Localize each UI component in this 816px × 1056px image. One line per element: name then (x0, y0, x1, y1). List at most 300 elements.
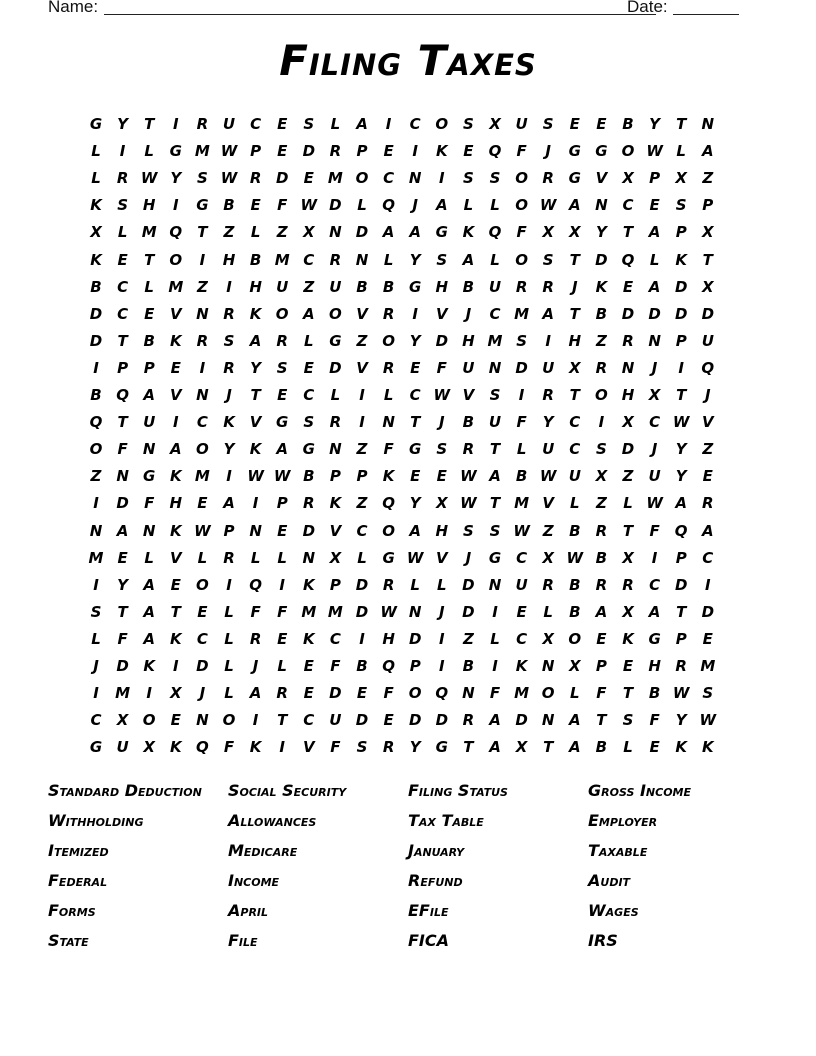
grid-letter[interactable]: A (568, 738, 581, 757)
grid-letter[interactable]: L (250, 223, 261, 242)
grid-letter[interactable]: M (115, 684, 131, 703)
grid-letter[interactable]: T (596, 711, 607, 730)
grid-letter[interactable]: F (516, 413, 527, 432)
grid-letter[interactable]: D (116, 494, 129, 513)
grid-letter[interactable]: V (356, 304, 368, 323)
grid-letter[interactable]: Z (276, 223, 288, 242)
grid-letter[interactable]: X (569, 223, 581, 242)
grid-letter[interactable]: P (675, 331, 687, 350)
grid-letter[interactable]: A (568, 711, 581, 730)
grid-letter[interactable]: N (408, 169, 422, 188)
grid-letter[interactable]: H (382, 629, 395, 648)
grid-letter[interactable]: L (250, 548, 261, 567)
grid-letter[interactable]: N (648, 331, 661, 350)
grid-letter[interactable]: P (329, 575, 341, 594)
grid-letter[interactable]: G (196, 196, 209, 215)
grid-letter[interactable]: L (117, 223, 128, 242)
grid-letter[interactable]: P (143, 358, 155, 377)
grid-letter[interactable]: N (329, 223, 342, 242)
grid-letter[interactable]: T (569, 304, 580, 323)
grid-letter[interactable]: L (224, 602, 234, 621)
grid-letter[interactable]: A (489, 738, 501, 757)
grid-letter[interactable]: C (303, 250, 315, 269)
grid-letter[interactable]: P (702, 196, 714, 215)
grid-letter[interactable]: G (302, 440, 315, 459)
grid-letter[interactable]: D (674, 575, 688, 594)
grid-letter[interactable]: A (568, 196, 581, 215)
grid-letter[interactable]: S (436, 440, 448, 459)
grid-letter[interactable]: R (116, 169, 129, 188)
grid-letter[interactable]: I (93, 358, 99, 377)
grid-letter[interactable]: E (250, 196, 261, 215)
grid-letter[interactable]: N (302, 548, 316, 567)
grid-letter[interactable]: T (569, 250, 580, 269)
grid-letter[interactable]: N (462, 684, 475, 703)
grid-letter[interactable]: J (412, 196, 418, 215)
grid-letter[interactable]: R (542, 169, 554, 188)
grid-letter[interactable]: Z (356, 494, 368, 513)
grid-letter[interactable]: R (382, 738, 395, 757)
grid-letter[interactable]: Z (356, 440, 368, 459)
grid-letter[interactable]: X (622, 169, 634, 188)
grid-letter[interactable]: R (515, 277, 528, 296)
grid-letter[interactable]: N (355, 250, 369, 269)
grid-letter[interactable]: T (463, 738, 474, 757)
grid-letter[interactable]: K (595, 277, 608, 296)
grid-letter[interactable]: E (649, 196, 660, 215)
grid-letter[interactable]: K (90, 250, 102, 269)
grid-letter[interactable]: W (646, 142, 663, 161)
grid-letter[interactable]: E (463, 142, 474, 161)
grid-letter[interactable]: V (542, 494, 554, 513)
grid-letter[interactable]: J (226, 386, 232, 404)
grid-letter[interactable]: I (173, 657, 179, 675)
grid-letter[interactable]: B (595, 304, 608, 323)
grid-letter[interactable]: V (701, 413, 714, 432)
grid-letter[interactable]: E (144, 304, 155, 323)
grid-letter[interactable]: F (330, 657, 341, 675)
grid-letter[interactable]: B (249, 250, 262, 269)
grid-letter[interactable]: D (621, 304, 635, 323)
grid-letter[interactable]: Z (462, 629, 474, 648)
grid-letter[interactable]: Z (223, 223, 235, 242)
grid-letter[interactable]: R (382, 358, 395, 377)
grid-letter[interactable]: C (90, 711, 102, 730)
grid-letter[interactable]: T (250, 386, 261, 404)
grid-letter[interactable]: T (410, 413, 421, 432)
grid-letter[interactable]: N (89, 521, 103, 540)
grid-letter[interactable]: D (329, 196, 342, 215)
grid-letter[interactable]: E (596, 629, 607, 648)
grid-letter[interactable]: C (303, 711, 315, 730)
grid-letter[interactable]: Z (595, 494, 607, 513)
grid-letter[interactable]: P (675, 548, 687, 567)
grid-letter[interactable]: W (699, 711, 717, 730)
grid-letter[interactable]: D (621, 440, 635, 459)
grid-letter[interactable]: I (492, 602, 498, 621)
grid-letter[interactable]: A (143, 602, 155, 621)
grid-letter[interactable]: Z (90, 467, 102, 486)
grid-letter[interactable]: K (462, 223, 475, 242)
grid-letter[interactable]: I (545, 331, 551, 350)
grid-letter[interactable]: Q (382, 657, 395, 675)
grid-letter[interactable]: O (382, 521, 395, 540)
grid-letter[interactable]: X (542, 629, 554, 648)
grid-letter[interactable]: P (250, 142, 262, 161)
grid-letter[interactable]: V (169, 386, 182, 404)
grid-letter[interactable]: W (247, 467, 264, 486)
grid-letter[interactable]: J (199, 684, 206, 703)
grid-letter[interactable]: X (489, 115, 501, 133)
grid-letter[interactable]: L (224, 629, 234, 648)
grid-letter[interactable]: M (700, 657, 716, 675)
grid-letter[interactable]: U (329, 277, 342, 296)
grid-letter[interactable]: T (622, 684, 634, 703)
grid-letter[interactable]: B (90, 277, 102, 296)
grid-letter[interactable]: O (408, 684, 422, 703)
grid-letter[interactable]: B (648, 684, 661, 703)
grid-letter[interactable]: R (329, 413, 342, 432)
grid-letter[interactable]: X (90, 223, 102, 242)
grid-letter[interactable]: E (702, 467, 713, 486)
grid-letter[interactable]: W (646, 494, 663, 513)
grid-letter[interactable]: Q (382, 196, 395, 215)
grid-letter[interactable]: B (622, 115, 634, 133)
grid-letter[interactable]: H (621, 386, 635, 404)
grid-letter[interactable]: N (249, 521, 262, 540)
grid-letter[interactable]: H (462, 331, 475, 350)
grid-letter[interactable]: B (382, 277, 395, 296)
grid-letter[interactable]: Q (89, 413, 103, 432)
grid-letter[interactable]: I (359, 386, 365, 404)
grid-letter[interactable]: I (279, 738, 285, 757)
grid-letter[interactable]: N (488, 575, 502, 594)
grid-letter[interactable]: F (277, 196, 288, 215)
grid-letter[interactable]: L (357, 196, 367, 215)
grid-letter[interactable]: L (623, 738, 633, 757)
grid-letter[interactable]: G (89, 738, 103, 757)
grid-letter[interactable]: E (649, 738, 660, 757)
grid-letter[interactable]: I (146, 684, 152, 703)
grid-letter[interactable]: L (224, 684, 234, 703)
grid-letter[interactable]: M (327, 169, 343, 188)
grid-letter[interactable]: S (303, 115, 315, 133)
grid-letter[interactable]: M (514, 684, 530, 703)
grid-letter[interactable]: K (249, 304, 262, 323)
grid-letter[interactable]: E (277, 629, 288, 648)
grid-letter[interactable]: W (194, 521, 211, 540)
grid-letter[interactable]: C (649, 413, 661, 432)
grid-letter[interactable]: N (595, 196, 608, 215)
grid-letter[interactable]: K (169, 467, 182, 486)
grid-letter[interactable]: C (516, 548, 528, 567)
grid-letter[interactable]: R (276, 331, 288, 350)
grid-letter[interactable]: J (465, 304, 472, 323)
grid-letter[interactable]: Q (488, 142, 502, 161)
grid-letter[interactable]: D (595, 250, 608, 269)
grid-letter[interactable]: A (116, 521, 129, 540)
grid-letter[interactable]: Z (542, 521, 554, 540)
grid-letter[interactable]: K (302, 575, 315, 594)
grid-letter[interactable]: O (329, 304, 342, 323)
grid-letter[interactable]: A (409, 521, 421, 540)
grid-letter[interactable]: X (143, 738, 155, 757)
grid-letter[interactable]: V (595, 169, 608, 188)
grid-letter[interactable]: O (541, 684, 555, 703)
grid-letter[interactable]: O (515, 250, 528, 269)
grid-letter[interactable]: J (545, 142, 551, 161)
grid-letter[interactable]: T (144, 250, 155, 269)
grid-letter[interactable]: X (595, 467, 608, 486)
grid-letter[interactable]: D (275, 169, 289, 188)
grid-letter[interactable]: S (117, 196, 128, 215)
grid-letter[interactable]: D (648, 304, 661, 323)
grid-letter[interactable]: I (439, 169, 445, 188)
grid-letter[interactable]: R (622, 331, 634, 350)
grid-letter[interactable]: N (329, 440, 342, 459)
grid-letter[interactable]: I (385, 115, 392, 133)
grid-letter[interactable]: A (489, 467, 501, 486)
grid-letter[interactable]: P (356, 142, 368, 161)
grid-letter[interactable]: H (249, 277, 262, 296)
grid-letter[interactable]: T (117, 602, 128, 621)
grid-letter[interactable]: Y (117, 115, 129, 133)
grid-letter[interactable]: K (382, 467, 395, 486)
grid-letter[interactable]: C (409, 386, 421, 404)
grid-letter[interactable]: S (356, 738, 368, 757)
grid-letter[interactable]: C (569, 413, 581, 432)
grid-letter[interactable]: D (674, 304, 688, 323)
grid-letter[interactable]: D (408, 711, 422, 730)
grid-letter[interactable]: U (515, 115, 528, 133)
grid-letter[interactable]: N (382, 413, 395, 432)
grid-letter[interactable]: T (702, 250, 713, 269)
grid-letter[interactable]: X (569, 657, 581, 675)
grid-letter[interactable]: L (304, 331, 314, 350)
grid-letter[interactable]: L (224, 657, 234, 675)
grid-letter[interactable]: I (93, 494, 99, 513)
grid-letter[interactable]: O (222, 711, 236, 730)
grid-letter[interactable]: I (705, 575, 711, 594)
grid-letter[interactable]: F (516, 142, 527, 161)
grid-letter[interactable]: O (621, 142, 635, 161)
grid-letter[interactable]: G (595, 142, 608, 161)
grid-letter[interactable]: R (595, 358, 608, 377)
grid-letter[interactable]: Z (622, 467, 634, 486)
grid-letter[interactable]: A (276, 440, 288, 459)
grid-letter[interactable]: W (539, 196, 557, 215)
grid-letter[interactable]: D (329, 684, 342, 703)
grid-letter[interactable]: T (622, 521, 634, 540)
grid-letter[interactable]: F (144, 494, 155, 513)
grid-letter[interactable]: S (489, 521, 501, 540)
grid-letter[interactable]: C (117, 304, 129, 323)
grid-letter[interactable]: G (409, 277, 422, 296)
grid-letter[interactable]: N (196, 386, 209, 404)
grid-letter[interactable]: R (542, 386, 554, 404)
grid-letter[interactable]: J (651, 358, 658, 377)
grid-letter[interactable]: U (488, 413, 502, 432)
grid-letter[interactable]: O (89, 440, 103, 459)
grid-letter[interactable]: X (515, 738, 528, 757)
name-line[interactable] (104, 14, 656, 15)
grid-letter[interactable]: C (702, 548, 714, 567)
grid-letter[interactable]: E (170, 575, 181, 594)
grid-letter[interactable]: M (487, 331, 503, 350)
grid-letter[interactable]: O (169, 250, 183, 269)
grid-letter[interactable]: L (91, 142, 101, 161)
grid-letter[interactable]: R (249, 629, 262, 648)
grid-letter[interactable]: I (173, 196, 179, 215)
grid-letter[interactable]: B (569, 575, 581, 594)
grid-letter[interactable]: D (302, 142, 316, 161)
grid-letter[interactable]: T (622, 223, 634, 242)
grid-letter[interactable]: K (90, 196, 102, 215)
grid-letter[interactable]: L (570, 684, 580, 703)
grid-letter[interactable]: X (542, 223, 554, 242)
grid-letter[interactable]: C (383, 169, 395, 188)
grid-letter[interactable]: D (89, 304, 103, 323)
grid-letter[interactable]: Q (169, 223, 183, 242)
grid-letter[interactable]: J (439, 602, 445, 621)
grid-letter[interactable]: S (542, 115, 554, 133)
grid-letter[interactable]: Q (249, 575, 262, 594)
grid-letter[interactable]: R (329, 250, 342, 269)
grid-letter[interactable]: I (173, 413, 179, 432)
grid-letter[interactable]: T (489, 440, 501, 459)
grid-letter[interactable]: G (276, 413, 289, 432)
grid-letter[interactable]: W (672, 413, 690, 432)
grid-letter[interactable]: O (595, 386, 608, 404)
grid-letter[interactable]: J (439, 413, 445, 432)
grid-letter[interactable]: E (170, 358, 181, 377)
grid-letter[interactable]: R (223, 304, 235, 323)
grid-letter[interactable]: C (569, 440, 581, 459)
grid-letter[interactable]: I (598, 413, 605, 432)
grid-letter[interactable]: A (701, 142, 714, 161)
grid-letter[interactable]: E (596, 115, 607, 133)
grid-letter[interactable]: R (223, 548, 235, 567)
grid-letter[interactable]: F (383, 684, 394, 703)
grid-letter[interactable]: V (169, 548, 182, 567)
grid-letter[interactable]: L (357, 548, 367, 567)
grid-letter[interactable]: X (702, 223, 714, 242)
grid-letter[interactable]: L (410, 575, 420, 594)
grid-letter[interactable]: K (249, 738, 262, 757)
grid-letter[interactable]: C (196, 413, 208, 432)
grid-letter[interactable]: P (675, 223, 687, 242)
grid-letter[interactable]: L (649, 250, 660, 269)
grid-letter[interactable]: H (222, 250, 236, 269)
grid-letter[interactable]: N (541, 657, 555, 675)
grid-letter[interactable]: I (199, 250, 206, 269)
grid-letter[interactable]: J (465, 548, 472, 567)
grid-letter[interactable]: K (435, 142, 448, 161)
grid-letter[interactable]: Z (303, 277, 315, 296)
grid-letter[interactable]: N (196, 711, 209, 730)
grid-letter[interactable]: P (595, 657, 607, 675)
grid-letter[interactable]: P (329, 467, 341, 486)
grid-letter[interactable]: O (515, 169, 528, 188)
grid-letter[interactable]: R (382, 575, 395, 594)
grid-letter[interactable]: W (433, 386, 451, 404)
grid-letter[interactable]: L (383, 250, 394, 269)
grid-letter[interactable]: K (169, 331, 182, 350)
grid-letter[interactable]: L (490, 196, 500, 215)
grid-letter[interactable]: V (302, 738, 315, 757)
grid-letter[interactable]: C (250, 115, 262, 133)
grid-letter[interactable]: E (170, 711, 181, 730)
grid-letter[interactable]: A (249, 684, 262, 703)
grid-letter[interactable]: N (142, 521, 156, 540)
grid-letter[interactable]: L (91, 629, 101, 648)
grid-letter[interactable]: A (143, 629, 155, 648)
grid-letter[interactable]: L (144, 142, 154, 161)
grid-letter[interactable]: G (89, 115, 103, 133)
grid-letter[interactable]: I (439, 629, 445, 648)
grid-letter[interactable]: U (116, 738, 129, 757)
grid-letter[interactable]: S (622, 711, 634, 730)
grid-letter[interactable]: L (490, 629, 500, 648)
grid-letter[interactable]: A (675, 494, 687, 513)
grid-letter[interactable]: S (462, 169, 474, 188)
grid-letter[interactable]: T (489, 494, 501, 513)
grid-letter[interactable]: Z (196, 277, 208, 296)
grid-letter[interactable]: S (303, 413, 315, 432)
grid-letter[interactable]: E (383, 142, 394, 161)
grid-letter[interactable]: D (408, 629, 422, 648)
grid-letter[interactable]: X (569, 358, 581, 377)
grid-letter[interactable]: A (542, 304, 554, 323)
grid-letter[interactable]: D (355, 223, 369, 242)
grid-letter[interactable]: A (409, 223, 421, 242)
grid-letter[interactable]: L (277, 657, 287, 675)
grid-letter[interactable]: V (249, 413, 262, 432)
grid-letter[interactable]: Y (409, 250, 421, 269)
grid-letter[interactable]: I (173, 115, 179, 133)
grid-letter[interactable]: U (701, 331, 714, 350)
grid-letter[interactable]: G (435, 223, 448, 242)
grid-letter[interactable]: O (382, 331, 395, 350)
grid-letter[interactable]: Q (488, 223, 502, 242)
grid-letter[interactable]: E (277, 115, 288, 133)
grid-letter[interactable]: C (356, 521, 368, 540)
grid-letter[interactable]: O (435, 115, 449, 133)
grid-letter[interactable]: U (222, 115, 236, 133)
grid-letter[interactable]: E (516, 602, 527, 621)
grid-letter[interactable]: K (302, 629, 315, 648)
grid-letter[interactable]: A (595, 602, 608, 621)
grid-letter[interactable]: K (515, 657, 528, 675)
grid-letter[interactable]: A (462, 250, 475, 269)
grid-letter[interactable]: N (408, 602, 422, 621)
grid-letter[interactable]: T (569, 386, 580, 404)
grid-letter[interactable]: Z (702, 440, 714, 459)
grid-letter[interactable]: U (143, 413, 156, 432)
grid-letter[interactable]: G (409, 440, 422, 459)
grid-letter[interactable]: C (409, 115, 421, 133)
grid-letter[interactable]: S (90, 602, 102, 621)
grid-letter[interactable]: D (355, 575, 369, 594)
grid-letter[interactable]: F (596, 684, 607, 703)
grid-letter[interactable]: I (518, 386, 525, 404)
grid-letter[interactable]: Y (542, 413, 554, 432)
grid-letter[interactable]: A (648, 602, 661, 621)
grid-letter[interactable]: C (196, 629, 208, 648)
grid-letter[interactable]: X (648, 386, 661, 404)
grid-letter[interactable]: F (516, 223, 527, 242)
grid-letter[interactable]: V (329, 521, 342, 540)
